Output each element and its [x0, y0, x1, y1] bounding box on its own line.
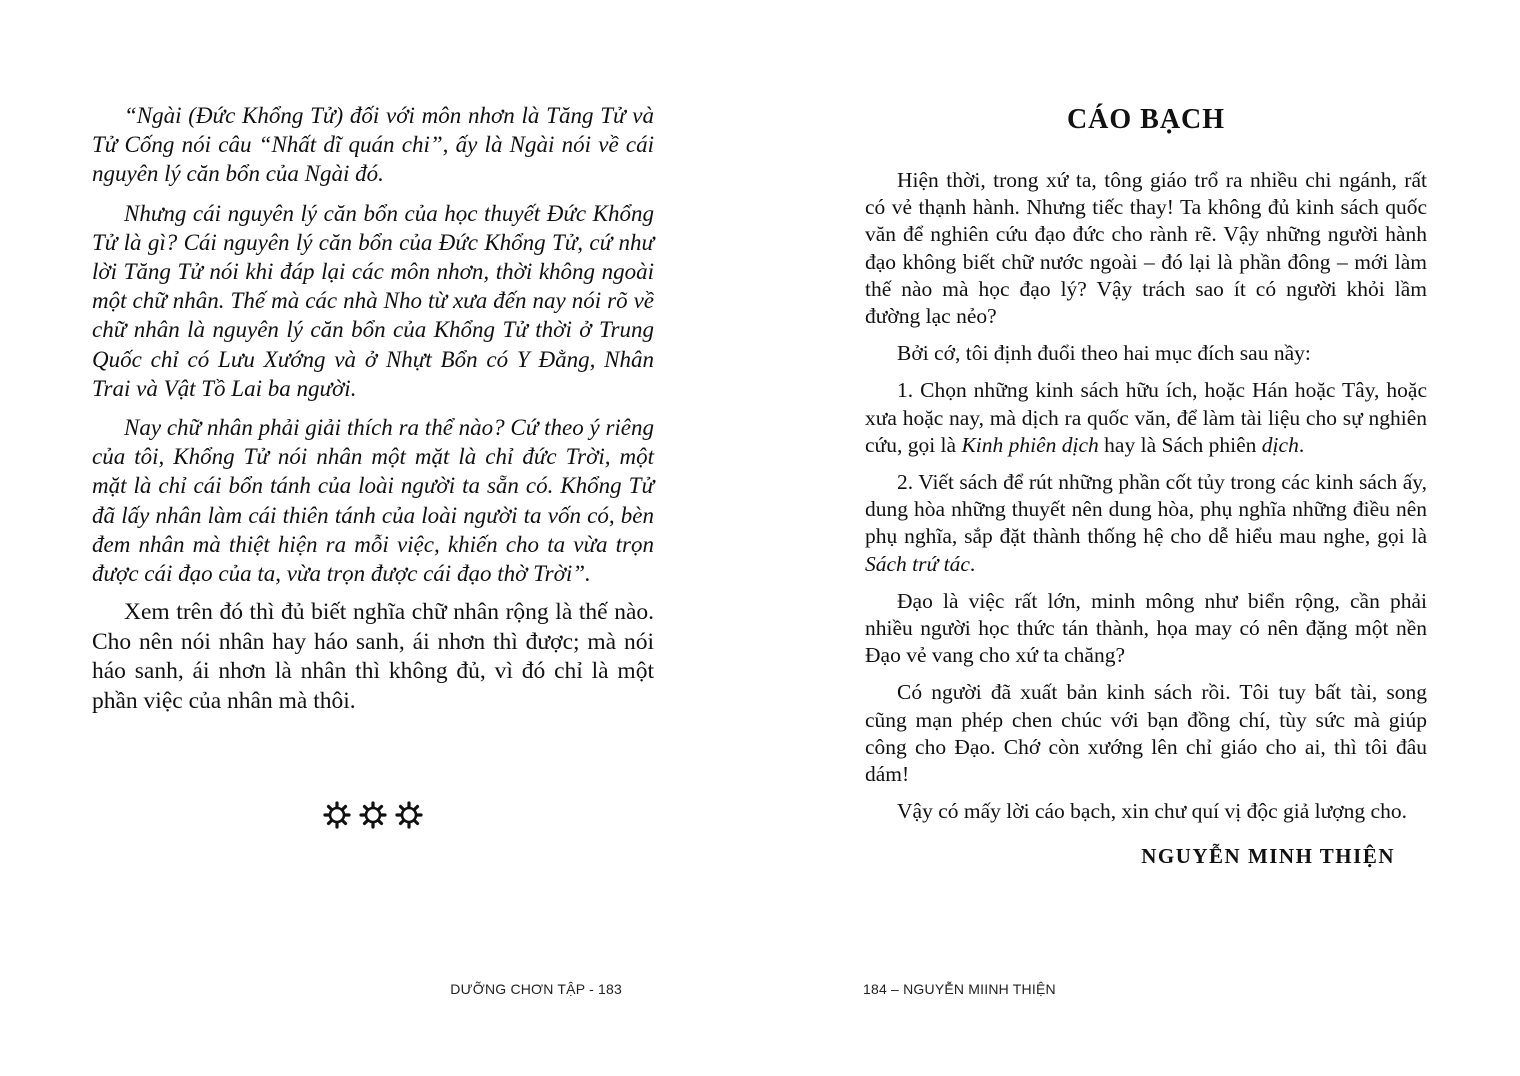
purpose-paragraph: Bởi cớ, tôi định đuổi theo hai mục đích sau nầy: — [897, 341, 1311, 366]
left-paragraph-2: Nhưng cái nguyên lý căn bổn của học thuyết Đức Khổng Tử là gì? Cái nguyên lý căn bổn của Đức Khổng Tử, cứ như lời Tăng Tử nói khi đáp lại các môn nhơn, thời không ngoài một chữ nhân. Thế mà các nhà Nho từ xưa đến nay nói rõ về chữ nhân là nguyên lý căn bổn của Khổng Tử thời ở Trung Quốc chỉ có Lưu Xướng và ở Nhựt Bổn có Y Đằng, Nhân Trai và Vật Tồ Lai ba người. — [92, 200, 654, 401]
list-item-2-period: . — [969, 551, 976, 576]
list-item-1-period: . — [1298, 432, 1305, 457]
closing-paragraph: Vậy có mấy lời cáo bạch, xin chư quí vị độc giả lượng cho. — [897, 799, 1407, 824]
left-paragraph-4: Xem trên đó thì đủ biết nghĩa chữ nhân rộng là thế nào. Cho nên nói nhân hay háo sanh, ái nhơn thì được; mà nói háo sanh, ái nhơn là nhân thì không đủ, vì đó chỉ là một phần việc của nhân mà thôi. — [92, 599, 654, 715]
intro-paragraph: Hiện thời, trong xứ ta, tông giáo trổ ra nhiều chi ngánh, rất có vẻ thạnh hành. Nhưng tiếc thay! Ta không đủ kinh sách quốc văn để nghiên cứu đạo đức cho rành rẽ. Vậy những người hành đạo không biết chữ nước ngoài – đó lại là phần đông – mới làm thế nào mà học đạo lý? Vậy trách sao ít có người khỏi lầm đường lạc nẻo? — [865, 168, 1427, 329]
left-text-column — [92, 101, 654, 727]
dao-paragraph: Đạo là việc rất lớn, minh mông như biển rộng, cần phải nhiều người học thức tán thành, họa may có nên đặng một nền Đạo vẻ vang cho xứ ta chăng? — [865, 588, 1427, 668]
star-ornament-icon — [359, 801, 387, 829]
publish-paragraph: Có người đã xuất bản kinh sách rồi. Tôi tuy bất tài, song cũng mạn phép chen chúc với bạn đồng chí, tùy sức mà giúp công cho Đạo. Chớ còn xướng lên chỉ giáo cho ai, thì tôi đâu dám! — [865, 680, 1427, 787]
right-page — [760, 0, 1520, 1076]
star-ornament-icon — [323, 801, 351, 829]
right-page-footer: 184 – NGUYỄN MIINH THIỆN — [863, 981, 1056, 997]
right-text-column — [865, 101, 1427, 869]
left-paragraph-1: “Ngài (Đức Khổng Tử) đối với môn nhơn là Tăng Tử và Tử Cống nói câu “Nhất dĩ quán chi”, ấy là Ngài nói về cái nguyên lý căn bổn của Ngài đó. — [92, 103, 654, 187]
list-item-1-text-middle: hay là Sách phiên — [1098, 432, 1262, 457]
list-item-1-text: 1. Chọn những kinh sách hữu ích, hoặc Hán hoặc Tây, hoặc xưa hoặc nay, mà dịch ra quốc văn, để làm tài liệu cho sự nghiên cứu, gọi là — [865, 378, 1427, 457]
page-title: CÁO BẠCH — [1066, 104, 1226, 135]
list-item-2-text: 2. Viết sách để rút những phần cốt tủy trong các kinh sách ấy, dung hòa những thuyết nên dung hòa, phụ nghĩa những điều nên phụ nghĩa, sắp đặt thành thống hệ cho dễ hiểu mau nghe, gọi là — [865, 470, 1427, 549]
list-item-1-term: Kinh phiên dịch — [961, 432, 1099, 457]
left-paragraph-3: Nay chữ nhân phải giải thích ra thể nào? Cứ theo ý riêng của tôi, Khổng Tử nói nhân một mặt là chỉ đức Trời, một mặt là chỉ cái bổn tánh của loài người ta sẵn có. Khổng Tử đã lấy nhân làm cái thiên tánh của loài người ta vốn có, bèn đem nhân mà thiệt hiện ra mỗi việc, khiến cho ta vừa trọn được cái đạo của ta, vừa trọn được cái đạo thờ Trời”. — [92, 415, 654, 587]
list-item-2 — [865, 469, 1427, 578]
left-page-footer: DƯỠNG CHƠN TẬP - 183 — [450, 981, 622, 997]
author-signature: NGUYỄN MINH THIỆN — [1141, 844, 1395, 869]
star-ornament-icon — [395, 801, 423, 829]
section-ornament — [92, 801, 654, 834]
list-item-1-term-end: dịch — [1261, 432, 1299, 457]
list-item-1 — [865, 377, 1427, 459]
list-item-2-term: Sách trứ tác — [865, 551, 970, 576]
